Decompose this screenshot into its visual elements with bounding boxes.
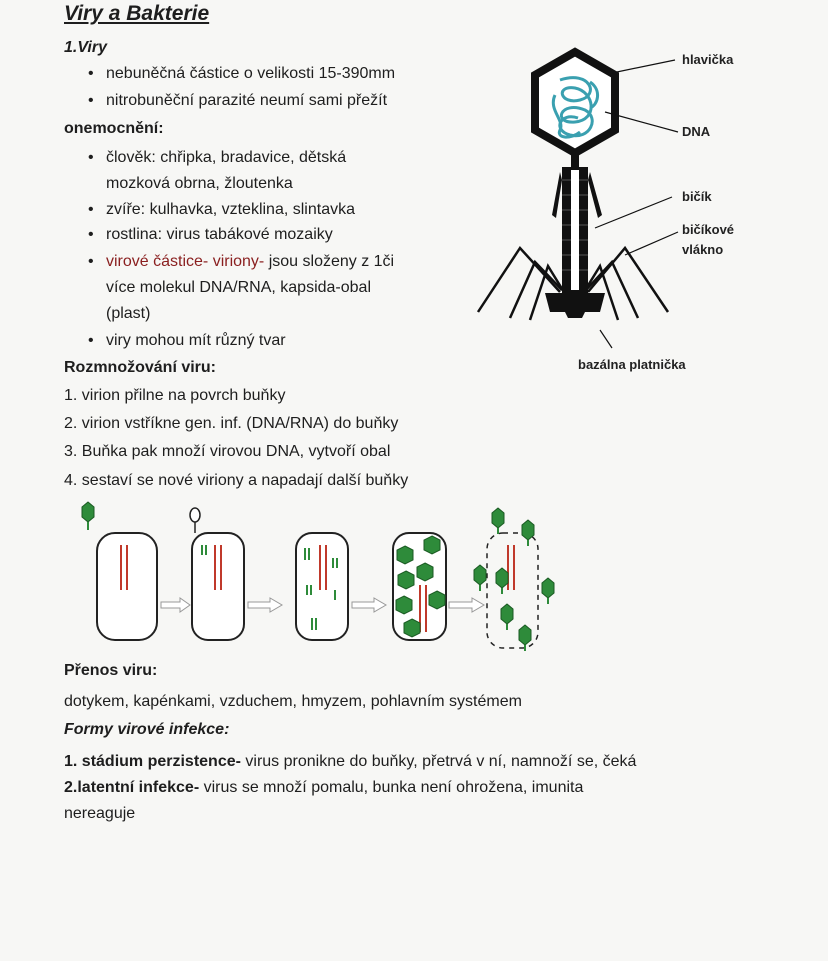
- infection-item-1-term: 1. stádium perzistence-: [64, 753, 241, 770]
- virion-term: virové částice- viriony-: [106, 253, 265, 270]
- bullet-parasite: • nitrobuněční parazité neumí sami přežít: [106, 91, 387, 111]
- arrow-1: [161, 598, 190, 612]
- reproduction-heading: Rozmnožování viru:: [64, 359, 217, 376]
- diseases-heading: onemocnění:: [64, 120, 164, 137]
- phage-tail-left-wing: [552, 172, 562, 218]
- bullet-human: • člověk: chřipka, bradavice, dětská: [106, 148, 346, 168]
- infection-item-2-term: 2.latentní infekce-: [64, 779, 200, 796]
- label-fibers-2: vlákno: [682, 242, 724, 257]
- phage-base-plate: [545, 293, 605, 318]
- arrow-4: [449, 598, 484, 612]
- cell-stage-4: [393, 533, 446, 640]
- phage-head: [535, 52, 615, 153]
- section-heading-viry: 1.Viry: [64, 39, 107, 56]
- bullet-animal: • zvíře: kulhavka, vzteklina, slintavka: [106, 200, 355, 220]
- label-head: hlavička: [682, 52, 734, 67]
- transmission-heading: Přenos viru:: [64, 662, 158, 679]
- bullet-human-cont: mozková obrna, žloutenka: [106, 175, 293, 192]
- bullet-virion: [106, 252, 394, 272]
- label-base-plate: bazálna platnička: [578, 357, 686, 372]
- cell-stage-3: [296, 533, 348, 640]
- virion-line2: více molekul DNA/RNA, kapsida-obal: [106, 279, 371, 296]
- phage-tail-right-wing: [588, 172, 602, 218]
- cell-stage-2: [190, 508, 244, 640]
- infection-item-2: [64, 778, 583, 798]
- reproduction-step-2: 2. virion vstříkne gen. inf. (DNA/RNA) do buňky: [64, 415, 399, 432]
- reproduction-step-4: 4. sestaví se nové viriony a napadají další buňky: [64, 472, 409, 489]
- label-tail: bičík: [682, 189, 712, 204]
- label-dna: DNA: [682, 124, 711, 139]
- virion-approaching: [82, 502, 94, 522]
- cell-stage-1: [82, 502, 157, 640]
- bullet-size: • nebuněčná částice o velikosti 15-390mm: [106, 64, 395, 84]
- reproduction-step-3: 3. Buňka pak množí virovou DNA, vytvoří obal: [64, 443, 391, 460]
- infection-item-2-desc: virus se množí pomalu, bunka není ohrožena, imunita: [199, 779, 584, 796]
- arrow-2: [248, 598, 282, 612]
- infection-heading: Formy virové infekce:: [64, 721, 230, 738]
- bullet-shapes: • viry mohou mít různý tvar: [106, 331, 286, 351]
- infection-item-1: [64, 752, 636, 772]
- phage-collar: [571, 153, 579, 167]
- virion-line3: (plast): [106, 305, 151, 322]
- infection-item-2-cont: nereaguje: [64, 805, 136, 822]
- bullet-plant: • rostlina: virus tabákové mozaiky: [106, 225, 333, 245]
- bacteriophage-diagram: [470, 40, 770, 370]
- reproduction-diagram: [70, 495, 570, 660]
- infection-item-1-desc: virus pronikne do buňky, přetrvá v ní, namnoží se, čeká: [240, 753, 637, 770]
- arrow-3: [352, 598, 386, 612]
- cell-stage-5: [474, 508, 554, 651]
- label-fibers-1: bičíkové: [682, 222, 735, 237]
- virion-desc: jsou složeny z 1či: [264, 253, 395, 270]
- phage-tail-core: [571, 170, 579, 290]
- reproduction-step-1: 1. virion přilne na povrch buňky: [64, 387, 286, 404]
- transmission-text: dotykem, kapénkami, vzduchem, hmyzem, pohlavním systémem: [64, 693, 522, 710]
- page-title: Viry a Bakterie: [64, 2, 210, 25]
